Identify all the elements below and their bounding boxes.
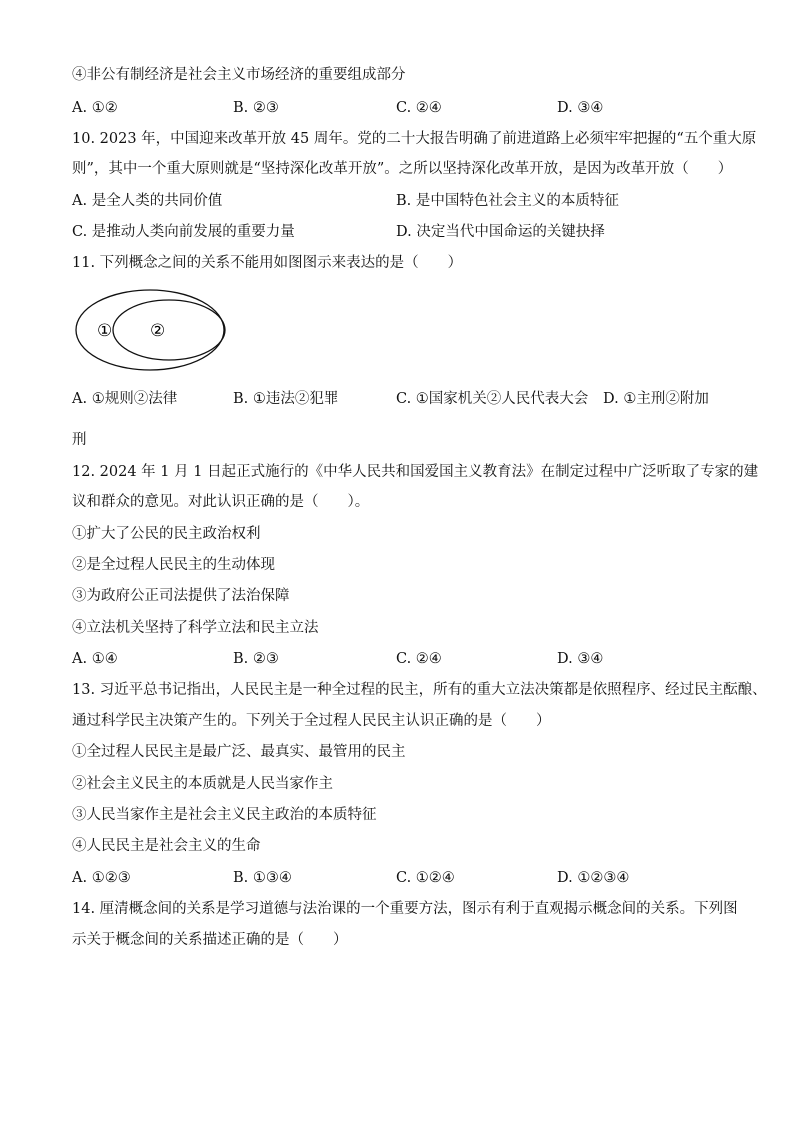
q12-stem-line2: 议和群众的意见。对此认识正确的是（ ）。 xyxy=(72,494,370,510)
q13-option-b: B. ①③④ xyxy=(233,870,292,886)
q9-statement-4: ④非公有制经济是社会主义市场经济的重要组成部分 xyxy=(72,67,406,83)
q11-nested-ellipse-diagram xyxy=(72,285,232,375)
q12-stem-line1: 12. 2024 年 1 月 1 日起正式施行的《中华人民共和国爱国主义教育法》在制定过程中广泛听取了专家的建 xyxy=(72,464,759,480)
outer-ellipse-label: ① xyxy=(97,321,113,341)
q9-option-c: C. ②④ xyxy=(396,100,442,116)
inner-ellipse-label: ② xyxy=(150,321,166,341)
q12-statement-4: ④立法机关坚持了科学立法和民主立法 xyxy=(72,620,319,636)
q11-option-a: A. ①规则②法律 xyxy=(72,391,178,407)
q12-statement-3: ③为政府公正司法提供了法治保障 xyxy=(72,588,290,604)
q12-option-d: D. ③④ xyxy=(557,651,604,667)
q10-stem-line2: 则”，其中一个重大原则就是“坚持深化改革开放”。之所以坚持深化改革开放，是因为改革开放（ ） xyxy=(72,161,733,177)
q9-option-a: A. ①② xyxy=(72,100,118,116)
q9-option-b: B. ②③ xyxy=(233,100,279,116)
q14-stem-line1: 14. 厘清概念间的关系是学习道德与法治课的一个重要方法，图示有利于直观揭示概念间的关系。下列图 xyxy=(72,901,738,917)
q13-statement-3: ③人民当家作主是社会主义民主政治的本质特征 xyxy=(72,807,377,823)
q13-stem-line2: 通过科学民主决策产生的。下列关于全过程人民民主认识正确的是（ ） xyxy=(72,713,551,729)
q12-option-a: A. ①④ xyxy=(72,651,118,667)
q11-option-d: D. ①主刑②附加 xyxy=(603,391,709,407)
q13-statement-4: ④人民民主是社会主义的生命 xyxy=(72,838,261,854)
q13-option-d: D. ①②③④ xyxy=(557,870,630,886)
q12-option-c: C. ②④ xyxy=(396,651,442,667)
q12-option-b: B. ②③ xyxy=(233,651,279,667)
q9-option-d: D. ③④ xyxy=(557,100,604,116)
q13-statement-2: ②社会主义民主的本质就是人民当家作主 xyxy=(72,776,333,792)
q13-option-a: A. ①②③ xyxy=(72,870,131,886)
q12-statement-2: ②是全过程人民民主的生动体现 xyxy=(72,557,275,573)
q11-option-b: B. ①违法②犯罪 xyxy=(233,391,339,407)
q11-option-d-wrap: 刑 xyxy=(72,432,87,448)
q10-option-d: D. 决定当代中国命运的关键抉择 xyxy=(396,224,605,240)
q13-stem-line1: 13. 习近平总书记指出，人民民主是一种全过程的民主，所有的重大立法决策都是依照程序、经过民主酝酿、 xyxy=(72,682,767,698)
q14-stem-line2: 示关于概念间的关系描述正确的是（ ） xyxy=(72,932,348,948)
q13-option-c: C. ①②④ xyxy=(396,870,455,886)
q10-option-c: C. 是推动人类向前发展的重要力量 xyxy=(72,224,295,240)
q13-statement-1: ①全过程人民民主是最广泛、最真实、最管用的民主 xyxy=(72,744,406,760)
inner-ellipse xyxy=(113,300,225,360)
q11-option-c: C. ①国家机关②人民代表大会 xyxy=(396,391,589,407)
q12-statement-1: ①扩大了公民的民主政治权利 xyxy=(72,526,261,542)
q11-stem: 11. 下列概念之间的关系不能用如图图示来表达的是（ ） xyxy=(72,255,463,271)
q10-option-a: A. 是全人类的共同价值 xyxy=(72,193,223,209)
q10-stem-line1: 10. 2023 年，中国迎来改革开放 45 周年。党的二十大报告明确了前进道路上必须牢牢把握的“五个重大原 xyxy=(72,131,757,147)
q10-option-b: B. 是中国特色社会主义的本质特征 xyxy=(396,193,619,209)
